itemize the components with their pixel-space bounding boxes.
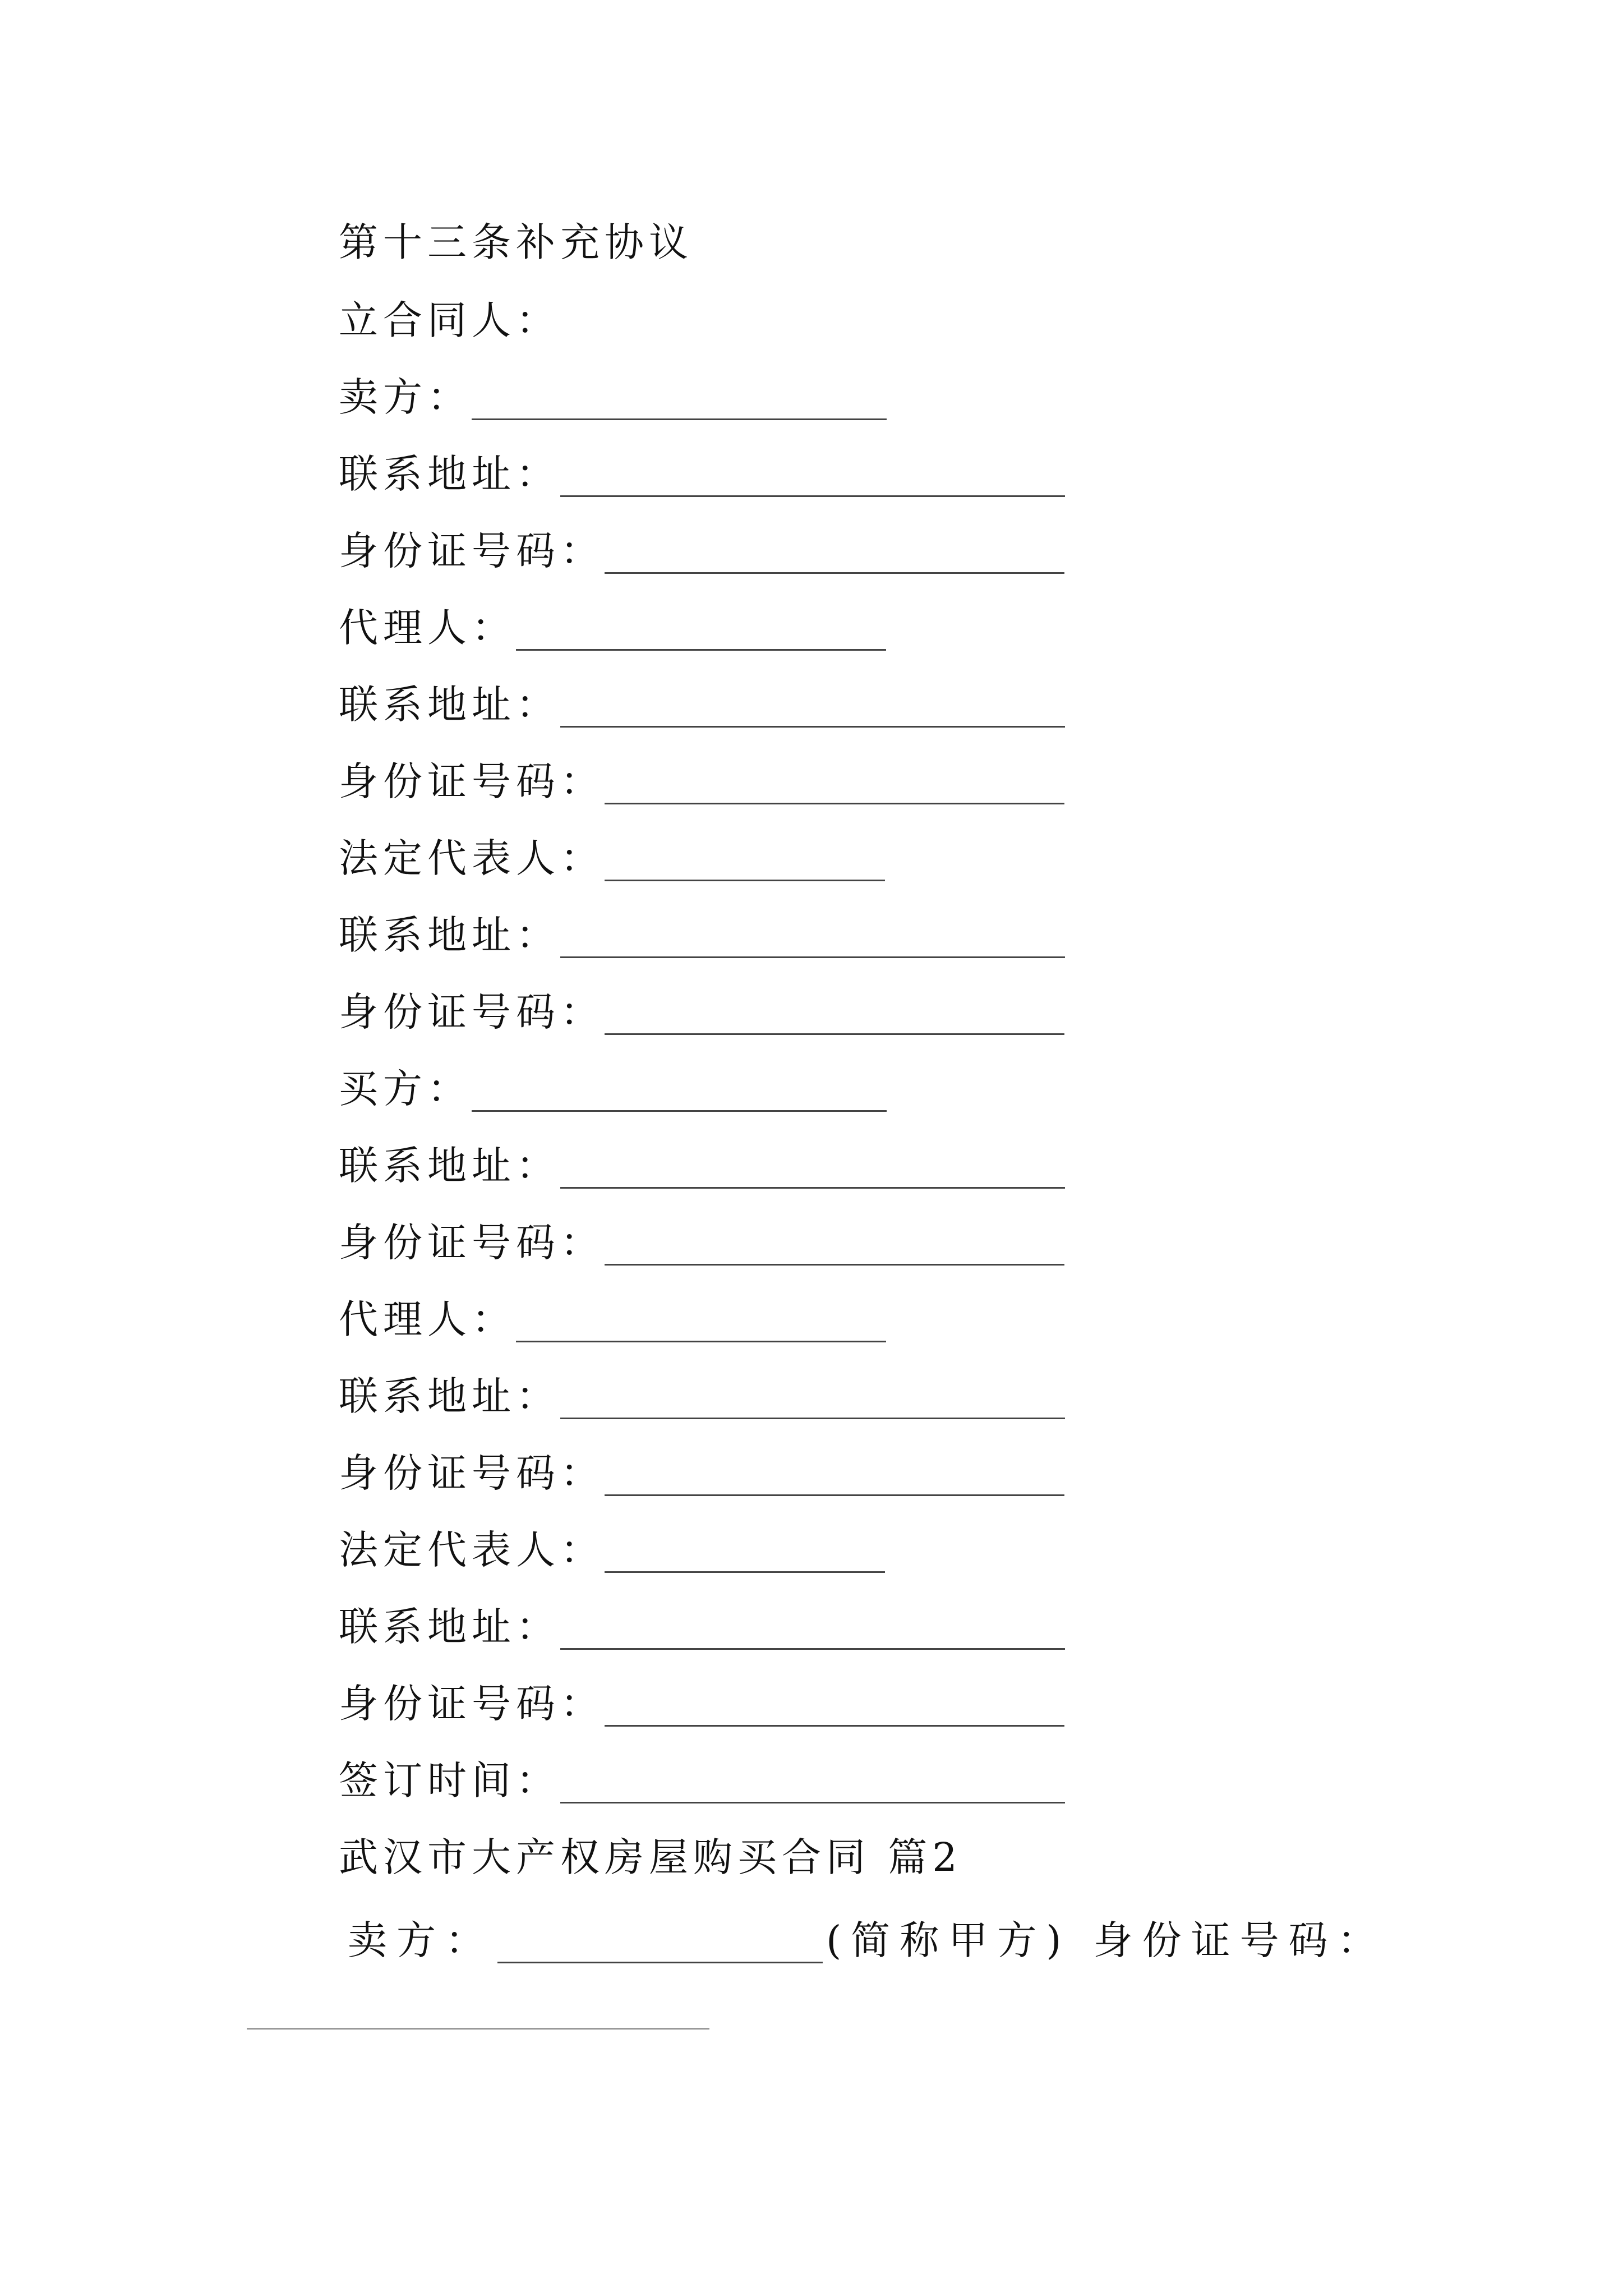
buyer-address-blank[interactable] (560, 1186, 1065, 1189)
seller-agent-address-label: 联系地址： (339, 682, 560, 728)
buyer-legal-rep-id-line (339, 1664, 1064, 1731)
buyer-line (339, 1049, 887, 1116)
seller-legal-rep-address-blank[interactable] (560, 956, 1065, 958)
buyer-agent-id-label: 身份证号码： (339, 1450, 605, 1496)
next-seller-blank[interactable] (497, 1961, 823, 1963)
buyer-agent-address-line (339, 1356, 1065, 1424)
contracting-parties-label: 立合同人： (339, 297, 560, 343)
buyer-blank[interactable] (472, 1110, 887, 1112)
buyer-agent-blank[interactable] (516, 1340, 886, 1342)
sign-time-blank[interactable] (560, 1801, 1065, 1803)
buyer-address-line (339, 1126, 1065, 1193)
seller-id-blank[interactable] (605, 572, 1064, 574)
seller-legal-rep-id-blank[interactable] (605, 1033, 1064, 1035)
next-contract-title: 武汉市大产权房屋购买合同 篇2 (339, 1834, 962, 1880)
buyer-id-label: 身份证号码： (339, 1220, 605, 1266)
buyer-legal-rep-address-blank[interactable] (560, 1648, 1065, 1650)
seller-legal-rep-id-label: 身份证号码： (339, 989, 605, 1035)
footnote-divider (247, 2028, 709, 2030)
buyer-legal-rep-address-label: 联系地址： (339, 1604, 560, 1650)
buyer-agent-label: 代理人： (339, 1296, 516, 1342)
seller-legal-rep-address-label: 联系地址： (339, 912, 560, 958)
seller-label: 卖方： (339, 374, 472, 420)
article-heading-text: 第十三条补充协议 (339, 219, 693, 265)
next-seller-abbrev: (简称甲方) (826, 1917, 1071, 1963)
buyer-agent-line (339, 1280, 886, 1347)
sign-time-line (339, 1741, 1065, 1808)
seller-legal-rep-blank[interactable] (605, 879, 885, 881)
seller-agent-id-label: 身份证号码： (339, 758, 605, 804)
buyer-agent-address-blank[interactable] (560, 1417, 1065, 1419)
article-heading (339, 205, 693, 272)
buyer-legal-rep-id-blank[interactable] (605, 1724, 1064, 1727)
buyer-id-blank[interactable] (605, 1263, 1064, 1266)
next-contract-title-line (339, 1818, 962, 1885)
seller-address-line (339, 434, 1065, 501)
next-seller-label: 卖方： (348, 1917, 494, 1963)
buyer-id-line (339, 1203, 1064, 1270)
seller-legal-rep-address-line (339, 895, 1065, 963)
buyer-agent-address-label: 联系地址： (339, 1373, 560, 1419)
seller-legal-rep-line (339, 818, 885, 886)
buyer-agent-id-line (339, 1433, 1064, 1501)
buyer-legal-rep-line (339, 1510, 885, 1577)
seller-id-label: 身份证号码： (339, 528, 605, 574)
seller-agent-id-line (339, 742, 1064, 809)
contracting-parties-line (339, 280, 560, 348)
buyer-address-label: 联系地址： (339, 1143, 560, 1189)
seller-line (339, 357, 887, 425)
seller-legal-rep-id-line (339, 972, 1064, 1039)
seller-agent-blank[interactable] (516, 648, 886, 651)
buyer-label: 买方： (339, 1066, 472, 1112)
seller-id-line (339, 511, 1064, 578)
buyer-legal-rep-address-line (339, 1587, 1065, 1654)
seller-legal-rep-label: 法定代表人： (339, 835, 605, 881)
buyer-legal-rep-id-label: 身份证号码： (339, 1681, 605, 1727)
next-seller-line (348, 1901, 1386, 1968)
seller-agent-line (339, 588, 886, 655)
sign-time-label: 签订时间： (339, 1757, 560, 1803)
buyer-agent-id-blank[interactable] (605, 1494, 1064, 1496)
next-seller-id-label: 身份证号码： (1093, 1917, 1386, 1963)
seller-agent-address-line (339, 665, 1065, 732)
seller-agent-address-blank[interactable] (560, 725, 1065, 728)
seller-agent-id-blank[interactable] (605, 802, 1064, 804)
seller-address-label: 联系地址： (339, 451, 560, 497)
seller-blank[interactable] (472, 418, 887, 420)
buyer-legal-rep-label: 法定代表人： (339, 1527, 605, 1573)
seller-address-blank[interactable] (560, 495, 1065, 497)
seller-agent-label: 代理人： (339, 605, 516, 651)
buyer-legal-rep-blank[interactable] (605, 1571, 885, 1573)
